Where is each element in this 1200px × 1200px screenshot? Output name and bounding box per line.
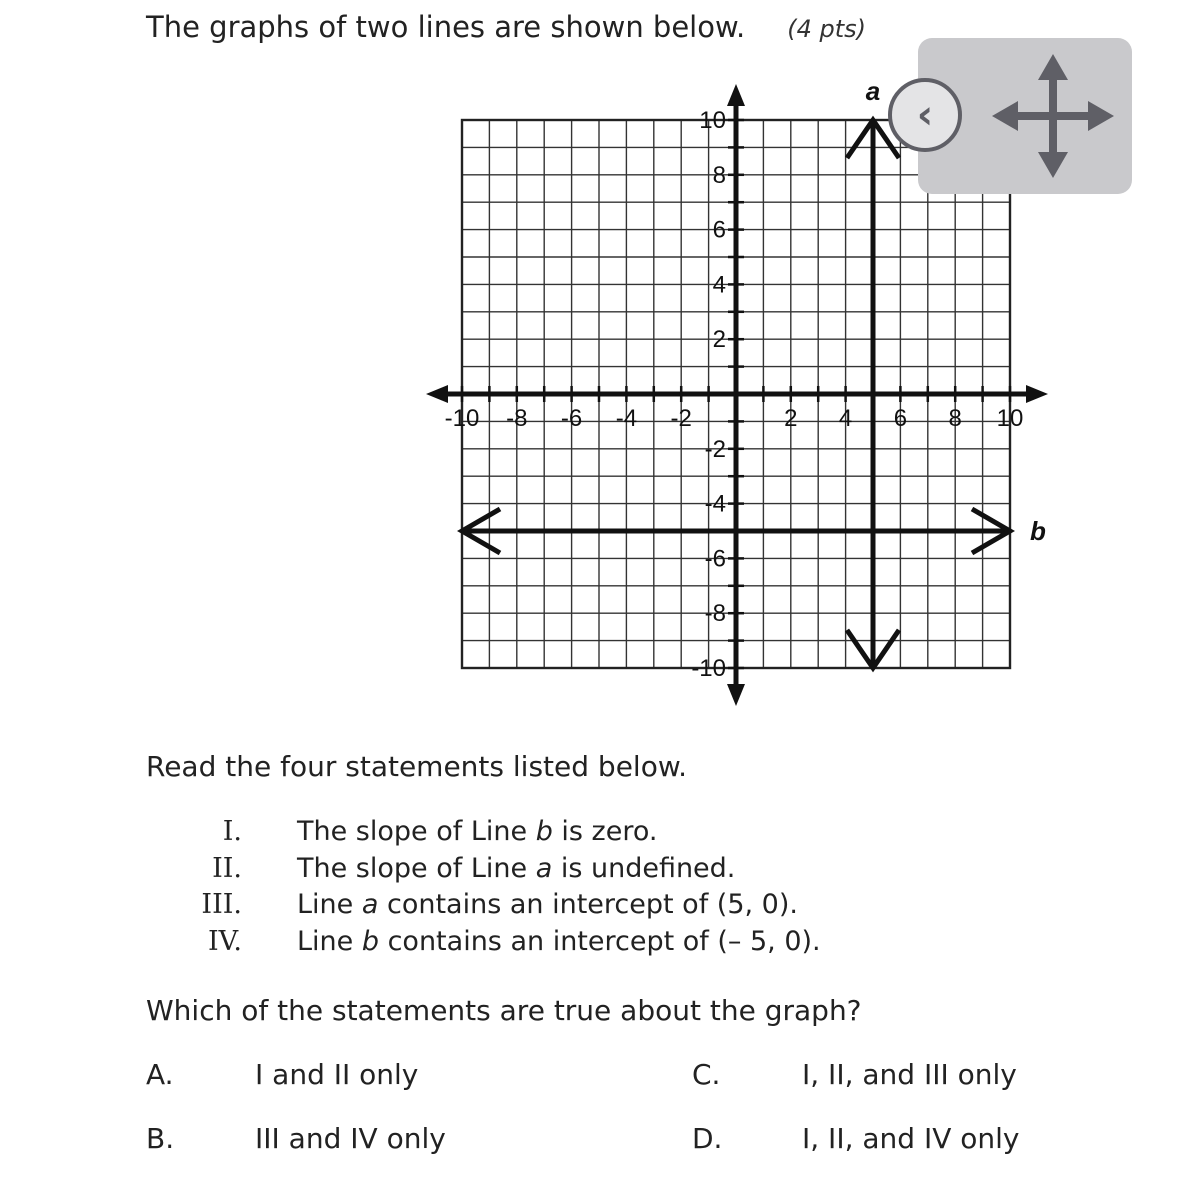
statement-text: Line b contains an intercept of (– 5, 0). [297, 925, 821, 957]
chevron-left-icon: ‹ [916, 92, 934, 138]
x-tick-label: 6 [893, 405, 908, 432]
x-tick-label: 10 [996, 405, 1024, 432]
x-axis-arrow-left [426, 385, 448, 403]
answer-option-c[interactable] [692, 1058, 720, 1091]
statement-text: The slope of Line a is undefined. [297, 852, 736, 884]
x-tick-label: -8 [506, 405, 528, 432]
x-tick-label: -2 [670, 405, 692, 432]
x-tick-label: -4 [615, 405, 638, 432]
answer-option-b[interactable] [146, 1122, 174, 1155]
answer-text-c[interactable]: I, II, and III only [802, 1058, 1017, 1091]
statement-text: The slope of Line b is zero. [297, 816, 658, 847]
answer-text-b[interactable]: III and IV only [255, 1122, 446, 1155]
answer-option-d[interactable] [692, 1122, 722, 1155]
statement-number: III. [201, 889, 242, 920]
answer-text-d[interactable]: I, II, and IV only [802, 1122, 1020, 1155]
y-axis-arrow-down [727, 684, 745, 706]
answer-text-a[interactable]: I and II only [255, 1058, 419, 1091]
y-tick-label: 4 [712, 271, 726, 299]
y-tick-label: -8 [704, 600, 726, 628]
statement-number: IV. [207, 925, 242, 957]
y-axis-arrow-up [727, 84, 745, 106]
answer-letter: C. [692, 1058, 721, 1091]
line-label-b: b [1030, 516, 1046, 546]
statement-number: II. [212, 852, 242, 884]
x-tick-label: 8 [948, 405, 962, 432]
x-tick-label: 4 [838, 405, 853, 432]
y-tick-label: -6 [704, 545, 726, 573]
x-tick-label: -6 [560, 405, 583, 432]
statement-number: I. [222, 816, 242, 847]
answer-option-a[interactable] [146, 1058, 174, 1091]
x-axis-arrow-right [1026, 385, 1048, 403]
intro-text: The graphs of two lines are shown below. [146, 10, 746, 44]
back-button[interactable] [888, 78, 962, 152]
y-tick-label: 10 [699, 107, 726, 134]
x-tick-label: -10 [444, 405, 480, 432]
y-tick-label: -4 [704, 490, 726, 518]
y-tick-label: -2 [704, 435, 726, 463]
prompt-text: Read the four statements listed below. [146, 750, 688, 783]
answer-letter: D. [692, 1122, 723, 1155]
points-label: (4 pts) [787, 15, 867, 43]
y-tick-label: 2 [712, 326, 726, 354]
answer-letter: A. [146, 1058, 174, 1091]
move-arrows-icon[interactable] [990, 52, 1116, 178]
question-text: Which of the statements are true about the graph? [146, 994, 862, 1027]
y-tick-label: 8 [712, 161, 726, 189]
y-tick-label: 6 [712, 216, 726, 244]
statement-text: Line a contains an intercept of (5, 0). [297, 889, 798, 920]
line-label-a: a [865, 76, 881, 106]
answer-letter: B. [146, 1122, 175, 1155]
x-tick-label: 2 [784, 405, 798, 432]
y-tick-label: -10 [691, 655, 726, 682]
